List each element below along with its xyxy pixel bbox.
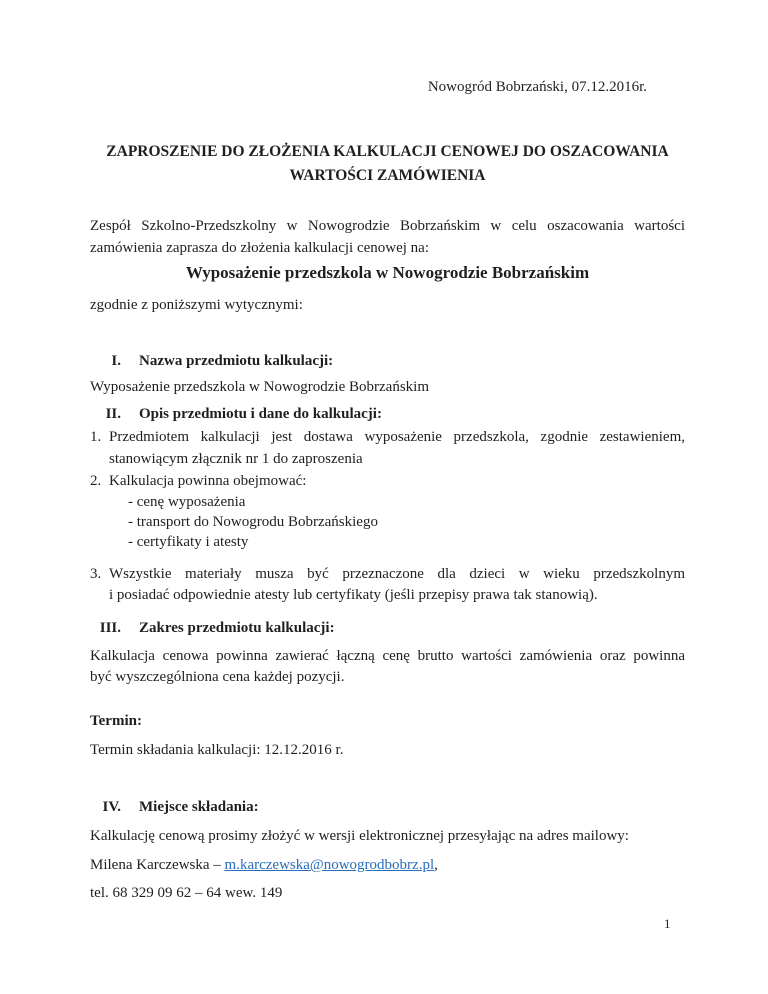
dateline: Nowogród Bobrzański, 07.12.2016r.: [427, 79, 647, 95]
list-item-3: [90, 564, 685, 606]
document-content: [90, 0, 685, 903]
list-item-1-number: 1.: [90, 429, 102, 445]
intro-paragraph: [90, 215, 685, 259]
section-1-body: Wyposażenie przedszkola w Nowogrodzie Bobrzańskim: [90, 379, 429, 395]
section-3-number: III.: [99, 620, 121, 636]
termin-heading: Termin:: [90, 713, 142, 729]
contact-name: Milena Karczewska –: [90, 857, 225, 873]
section-heading-1: [90, 351, 685, 371]
contact-email-link[interactable]: m.karczewska@nowogrodbobrz.pl: [224, 857, 435, 873]
section-2-number: II.: [105, 406, 121, 422]
section-3-body-line-2: być wyszczególniona cena każdej pozycji.: [90, 669, 345, 685]
section-1-label: Nazwa przedmiotu kalkulacji:: [139, 353, 334, 369]
section-3-body: [90, 646, 685, 688]
section-1-number: I.: [111, 353, 121, 369]
section-4-label: Miejsce składania:: [139, 799, 259, 815]
sub-item-3: - certyfikaty i atesty: [128, 534, 249, 550]
intro-line-2: zamówienia zaprasza do złożenia kalkulacji cenowej na:: [90, 240, 429, 256]
section-4-body: Kalkulację cenową prosimy złożyć w wersji elektronicznej przesyłając na adres mailowy:: [90, 828, 629, 844]
sub-item-2: - transport do Nowogrodu Bobrzańskiego: [128, 514, 378, 530]
document-title-line-2: WARTOŚCI ZAMÓWIENIA: [289, 167, 486, 184]
list-item-3-line-2: i posiadać odpowiednie atesty lub certyfikaty (jeśli przepisy prawa tak stanowią).: [109, 587, 598, 603]
phone-line: tel. 68 329 09 62 – 64 wew. 149: [90, 885, 283, 901]
section-3-body-line-1: Kalkulacja cenowa powinna zawierać łączną cenę brutto wartości zamówienia oraz powinna: [90, 648, 685, 664]
section-heading-3: [90, 618, 685, 638]
page-number: 1: [664, 916, 671, 931]
list-item-1-line-1: Przedmiotem kalkulacji jest dostawa wyposażenie przedszkola, zgodnie zestawieniem,: [109, 429, 685, 445]
section-2-label: Opis przedmiotu i dane do kalkulacji:: [139, 406, 382, 422]
intro-line-1: Zespół Szkolno-Przedszkolny w Nowogrodzie Bobrzańskim w celu oszacowania wartości: [90, 218, 685, 234]
termin-text: Termin składania kalkulacji: 12.12.2016 r.: [90, 742, 344, 758]
section-4-number: IV.: [102, 799, 121, 815]
contact-after: ,: [434, 857, 438, 873]
guidelines-note: zgodnie z poniższymi wytycznymi:: [90, 297, 303, 313]
subject-title: Wyposażenie przedszkola w Nowogrodzie Bobrzańskim: [185, 263, 590, 282]
section-3-label: Zakres przedmiotu kalkulacji:: [139, 620, 335, 636]
document-title-line-1: ZAPROSZENIE DO ZŁOŻENIA KALKULACJI CENOWEJ DO OSZACOWANIA: [106, 143, 669, 160]
list-item-3-line-1: Wszystkie materiały musza być przeznaczone dla dzieci w wieku przedszkolnym: [109, 566, 685, 582]
sub-item-1: - cenę wyposażenia: [128, 494, 246, 510]
contact-line: [90, 855, 685, 875]
list-item-1-line-2: stanowiącym złącznik nr 1 do zaproszenia: [109, 451, 363, 467]
list-item-3-number: 3.: [90, 566, 102, 582]
document-title: [90, 140, 685, 188]
list-item-2-text: Kalkulacja powinna obejmować:: [109, 473, 307, 489]
list-item-1: [90, 426, 685, 470]
list-item-2: [90, 470, 685, 492]
section-heading-4: [90, 797, 685, 817]
section-heading-2: [90, 404, 685, 424]
list-item-2-number: 2.: [90, 473, 102, 489]
